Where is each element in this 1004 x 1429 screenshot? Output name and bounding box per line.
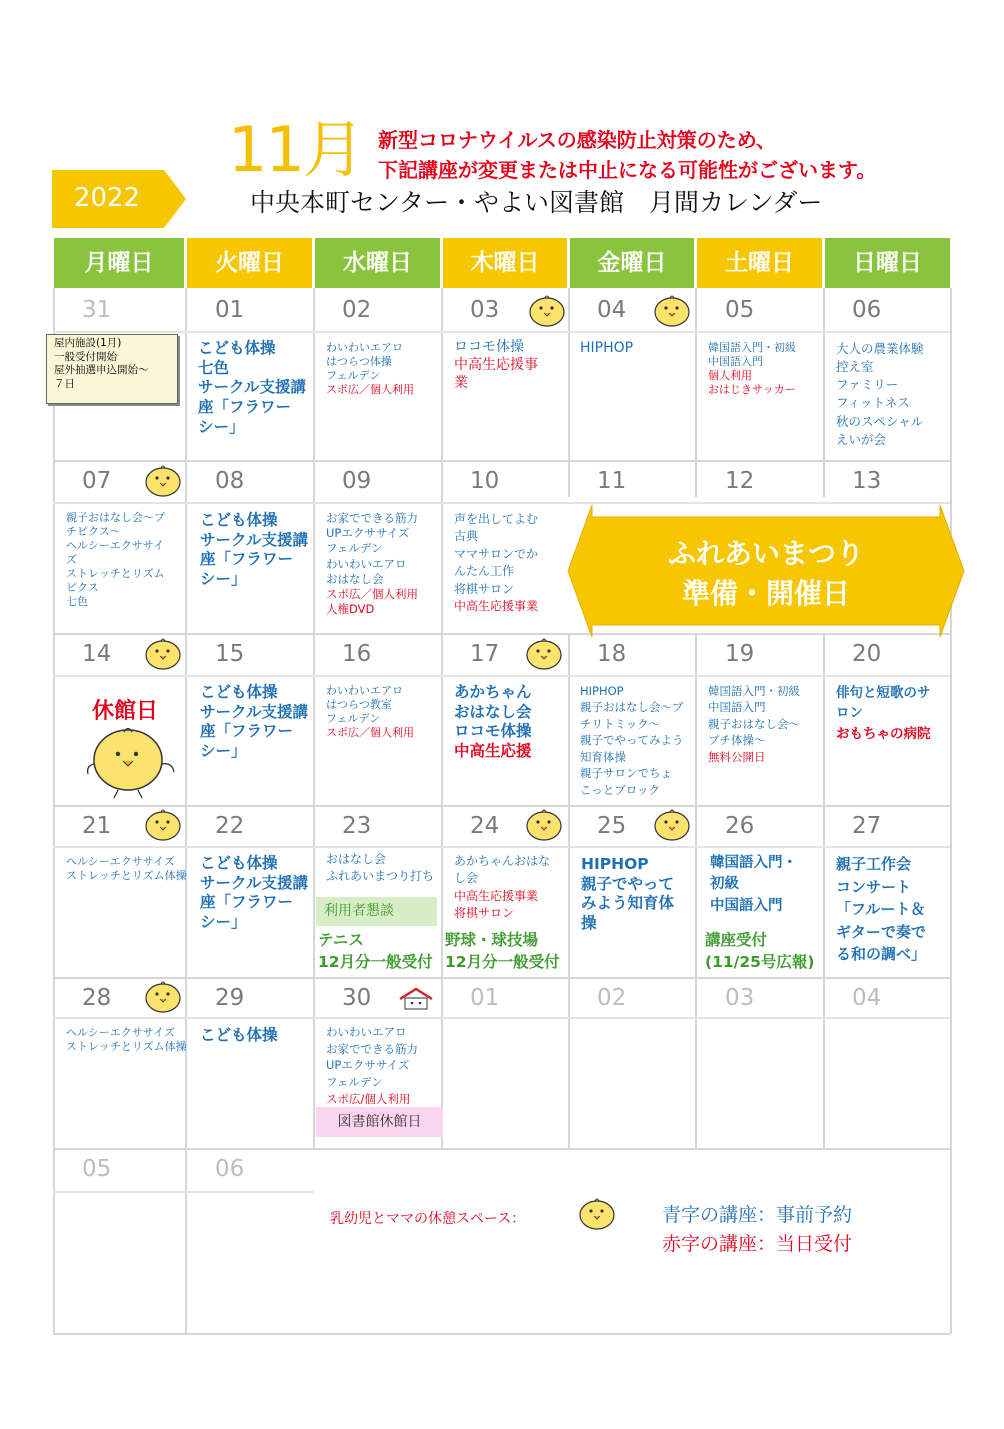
event: 初級 <box>710 876 739 893</box>
event: 親子サロンでちょ <box>580 766 672 781</box>
event: ヘルシーエクササイズ <box>66 1026 175 1039</box>
event: ストレッチとリズム体操 <box>66 868 187 882</box>
event: んたん工作 <box>454 564 515 579</box>
events-nov-21 <box>66 855 187 883</box>
date-nov-27: 27 <box>852 813 882 839</box>
event: 親子でやって <box>581 874 675 893</box>
year-tab-arrow <box>164 170 186 228</box>
events-nov-25 <box>581 855 674 934</box>
event: チリトミック～ <box>580 716 661 731</box>
date-nov-03: 03 <box>470 297 500 323</box>
event: UPエクササイズ <box>326 526 410 541</box>
event: あかちゃん <box>454 683 532 701</box>
events-nov-29 <box>200 1026 278 1046</box>
date-nov-30: 30 <box>342 985 372 1011</box>
chick-icon <box>652 806 692 842</box>
chick-icon <box>143 806 183 842</box>
callout-line: 一般受付開始 <box>54 350 117 363</box>
events-nov-10 <box>454 511 538 615</box>
weekday-header-thu: 木曜日 <box>443 238 567 288</box>
weekday-header-wed: 水曜日 <box>315 238 440 288</box>
event: こども体操 <box>200 511 278 529</box>
festival-banner-line-1: ふれあいまつり <box>667 537 864 570</box>
event: 講座受付 <box>705 931 768 949</box>
event: し会 <box>454 871 479 886</box>
event: ママサロンでか <box>454 546 539 561</box>
event: わいわいエアロ <box>326 684 403 697</box>
event: シー」 <box>200 742 247 761</box>
event: 声を出してよむ <box>454 512 539 526</box>
date-nov-07: 07 <box>82 468 112 494</box>
page-title: 中央本町センター・やよい図書館 月間カレンダー <box>250 188 823 217</box>
events-nov-23 <box>326 851 434 886</box>
event: 座「フラワー <box>198 398 292 417</box>
events-nov-01 <box>198 339 306 437</box>
event: お家でできる筋力 <box>326 1041 418 1056</box>
event: みよう知育体 <box>581 894 675 913</box>
event: こども体操 <box>198 339 276 357</box>
date-nov-23: 23 <box>342 813 372 839</box>
event: わいわいエアロ <box>326 556 407 571</box>
event: シー」 <box>200 913 247 932</box>
date-nov-29: 29 <box>215 985 245 1011</box>
events-nov-30 <box>326 1024 418 1107</box>
event: 知育体操 <box>580 749 626 764</box>
event: おはなし会 <box>454 702 532 721</box>
event: はつらつ教室 <box>326 697 392 711</box>
event: はつらつ体操 <box>326 354 392 368</box>
date-nov-22: 22 <box>215 813 245 839</box>
events-nov-16 <box>326 684 414 740</box>
date-dec-01: 01 <box>470 985 500 1011</box>
date-nov-02: 02 <box>342 297 372 323</box>
event: おはなし会 <box>326 852 387 866</box>
date-nov-01: 01 <box>215 297 245 323</box>
event: 韓国語入門・初級 <box>708 684 800 698</box>
chick-icon <box>524 635 564 671</box>
chick-icon <box>527 292 567 328</box>
event: 中高生応援事 <box>454 356 538 373</box>
date-nov-20: 20 <box>852 641 882 667</box>
weekday-header-fri: 金曜日 <box>570 238 694 288</box>
event: スポ広／個人利用 <box>326 382 414 396</box>
events-nov-27 <box>836 853 926 966</box>
event: ストレッチとリズム体操 <box>66 1039 187 1053</box>
event: 人権DVD <box>326 602 375 617</box>
event: あかちゃんおはな <box>454 854 551 868</box>
event: おもちゃの病院 <box>836 725 931 742</box>
event: 無料公開日 <box>708 749 766 764</box>
event: シー」 <box>200 570 247 589</box>
event: 操 <box>581 914 597 933</box>
events-nov-09 <box>326 511 418 617</box>
callout-line: ７日 <box>54 377 75 390</box>
event: ズ <box>66 552 77 566</box>
chick-icon <box>143 462 183 498</box>
events-nov-04 <box>580 340 633 358</box>
events-nov-22 <box>200 854 308 933</box>
legend-blue: 青字の講座：事前予約 <box>662 1204 853 1226</box>
chick-icon <box>524 806 564 842</box>
events-nov-26-green <box>705 929 814 974</box>
event: サークル支援講 <box>198 378 307 397</box>
date-dec-02: 02 <box>597 985 627 1011</box>
event: 韓国語入門・ <box>710 855 797 871</box>
event: 親子でやってみよう <box>580 733 684 748</box>
event: ロン <box>836 705 863 722</box>
date-nov-11: 11 <box>597 468 627 494</box>
event: 座「フラワー <box>200 722 294 741</box>
year-label: 2022 <box>73 183 141 213</box>
event: 七色 <box>66 594 88 608</box>
date-nov-24: 24 <box>470 813 500 839</box>
event: 中高生応援 <box>454 742 532 761</box>
date-nov-08: 08 <box>215 468 245 494</box>
event: お家でできる筋力 <box>326 511 418 525</box>
date-nov-18: 18 <box>597 641 627 667</box>
event: 俳句と短歌のサ <box>836 685 931 701</box>
event: ロコモ体操 <box>454 722 532 741</box>
event: ふれあいまつり打ち <box>326 869 435 884</box>
event: サークル支援講 <box>200 873 309 892</box>
events-nov-05 <box>708 341 796 397</box>
events-nov-08 <box>200 511 308 590</box>
event: テニス <box>318 931 364 949</box>
event: わいわいエアロ <box>326 1025 407 1039</box>
event: 七色 <box>198 358 230 377</box>
event: HIPHOP <box>581 855 649 873</box>
events-nov-03 <box>454 339 538 392</box>
event: HIPHOP <box>580 684 624 698</box>
events-nov-02 <box>326 341 414 397</box>
event: おはじきサッカー <box>708 382 796 396</box>
callout-line: 屋外抽選申込開始～ <box>54 364 149 377</box>
event: こども体操 <box>200 854 278 872</box>
event: こっとブロック <box>580 782 661 797</box>
date-oct-31: 31 <box>82 297 112 323</box>
events-nov-24 <box>454 853 550 923</box>
weekday-header-sun: 日曜日 <box>825 238 950 288</box>
event: 親子おはなし会～プ <box>66 511 165 524</box>
event: ファミリー <box>836 377 899 393</box>
date-dec-03: 03 <box>725 985 755 1011</box>
event: 親子おはなし会～ <box>708 716 800 731</box>
chick-icon <box>143 978 183 1014</box>
event: 秋のスペシャル <box>836 413 924 429</box>
legend-red: 赤字の講座：当日受付 <box>662 1233 853 1255</box>
weekday-header-mon: 月曜日 <box>54 238 184 288</box>
event: ヘルシーエクササイズ <box>66 855 175 868</box>
date-nov-04: 04 <box>597 297 627 323</box>
callout-line: 屋内施設(1月) <box>54 337 122 349</box>
user-meeting-tag: 利用者懇談 <box>316 897 437 926</box>
house-icon <box>396 987 436 1011</box>
event: フェルデン <box>326 711 381 725</box>
event: シー」 <box>198 417 245 436</box>
event: 中高生応援事業 <box>454 598 539 613</box>
event: (11/25号広報) <box>705 953 815 972</box>
event: フィットネス <box>836 395 910 411</box>
event: こども体操 <box>200 683 278 701</box>
event: 親子工作会 <box>836 855 912 873</box>
event: UPエクササイズ <box>326 1058 410 1073</box>
event: HIPHOP <box>580 340 634 356</box>
event: スポ広／個人利用 <box>326 725 414 739</box>
event: 将棋サロン <box>454 581 515 596</box>
event: 控え室 <box>836 359 874 375</box>
event: ストレッチとリズム <box>66 566 165 580</box>
event: ピクス <box>66 580 99 594</box>
date-nov-05: 05 <box>725 297 755 323</box>
date-nov-25: 25 <box>597 813 627 839</box>
date-nov-10: 10 <box>470 468 500 494</box>
event: チピクス～ <box>66 524 121 538</box>
event: 業 <box>454 374 468 391</box>
events-nov-20 <box>836 683 931 744</box>
chick-mascot-icon <box>82 720 180 800</box>
legend-rest-space: 乳幼児とママの休憩スペース： <box>330 1211 526 1227</box>
event: コンサート <box>836 877 912 896</box>
event: 韓国語入門・初級 <box>708 341 796 354</box>
event: 中高生応援事業 <box>454 888 539 903</box>
events-nov-24-green <box>445 930 560 973</box>
event: サークル支援講 <box>200 702 309 721</box>
date-nov-28: 28 <box>82 985 112 1011</box>
event: スポ広/個人利用 <box>326 1091 411 1106</box>
date-nov-09: 09 <box>342 468 372 494</box>
event: フェルデン <box>326 368 381 382</box>
date-dec-05: 05 <box>82 1156 112 1182</box>
library-closed-tag: 図書館休館日 <box>316 1107 443 1137</box>
event: 古典 <box>454 529 479 544</box>
date-nov-17: 17 <box>470 641 500 667</box>
event: 12月分一般受付 <box>445 952 560 971</box>
events-nov-06 <box>836 340 924 449</box>
event: 中国語入門 <box>708 354 763 368</box>
events-nov-26 <box>710 853 797 917</box>
event: ロコモ体操 <box>454 339 524 355</box>
event: 中国語入門 <box>708 700 766 715</box>
events-nov-23-green <box>318 930 433 973</box>
event: 座「フラワー <box>200 550 294 569</box>
chick-icon <box>143 635 183 671</box>
callout-note <box>46 334 178 404</box>
date-nov-19: 19 <box>725 641 755 667</box>
event: 大人の農業体験 <box>836 341 924 356</box>
event: 野球・球技場 <box>445 931 539 949</box>
events-nov-18 <box>580 683 684 798</box>
weekday-header-sat: 土曜日 <box>697 238 822 288</box>
date-nov-16: 16 <box>342 641 372 667</box>
date-nov-15: 15 <box>215 641 245 667</box>
date-nov-12: 12 <box>725 468 755 494</box>
event: おはなし会 <box>326 571 384 586</box>
event: わいわいエアロ <box>326 341 403 354</box>
events-nov-15 <box>200 683 308 762</box>
event: ヘルシーエクササイ <box>66 538 164 552</box>
event: ギターで奏で <box>836 922 926 941</box>
event: こども体操 <box>200 1026 278 1044</box>
event: フェルデン <box>326 541 383 556</box>
event: 12月分一般受付 <box>318 952 433 971</box>
weekday-header-tue: 火曜日 <box>187 238 312 288</box>
date-nov-06: 06 <box>852 297 882 323</box>
date-nov-26: 26 <box>725 813 755 839</box>
festival-banner-line-2: 準備・開催日 <box>681 577 850 610</box>
event: プチ体操～ <box>708 733 766 748</box>
date-nov-14: 14 <box>82 641 112 667</box>
event: る和の調べ」 <box>836 945 927 963</box>
event: 中国語入門 <box>710 897 783 914</box>
chick-icon <box>577 1195 617 1231</box>
date-nov-21: 21 <box>82 813 112 839</box>
events-nov-28 <box>66 1026 187 1054</box>
events-nov-19 <box>708 683 800 765</box>
event: 「フルート＆ <box>836 900 926 918</box>
date-dec-04: 04 <box>852 985 882 1011</box>
event: 親子おはなし会～プ <box>580 700 684 715</box>
date-nov-13: 13 <box>852 468 882 494</box>
month-heading: 11月 <box>228 113 363 186</box>
event: 個人利用 <box>708 368 752 382</box>
event: スポ広／個人利用 <box>326 586 418 601</box>
event: 将棋サロン <box>454 906 515 921</box>
event: フェルデン <box>326 1075 383 1090</box>
closed-day-label: 休館日 <box>92 699 159 724</box>
events-nov-07 <box>66 511 165 609</box>
date-dec-06: 06 <box>215 1156 245 1182</box>
chick-icon <box>652 292 692 328</box>
event: サークル支援講 <box>200 530 309 549</box>
event: 座「フラワー <box>200 893 294 912</box>
event: えいが会 <box>836 431 887 447</box>
notice-line-1: 新型コロナウイルスの感染防止対策のため、 <box>378 128 776 152</box>
events-nov-17 <box>454 683 532 762</box>
notice-line-2: 下記講座が変更または中止になる可能性がございます。 <box>378 158 877 182</box>
